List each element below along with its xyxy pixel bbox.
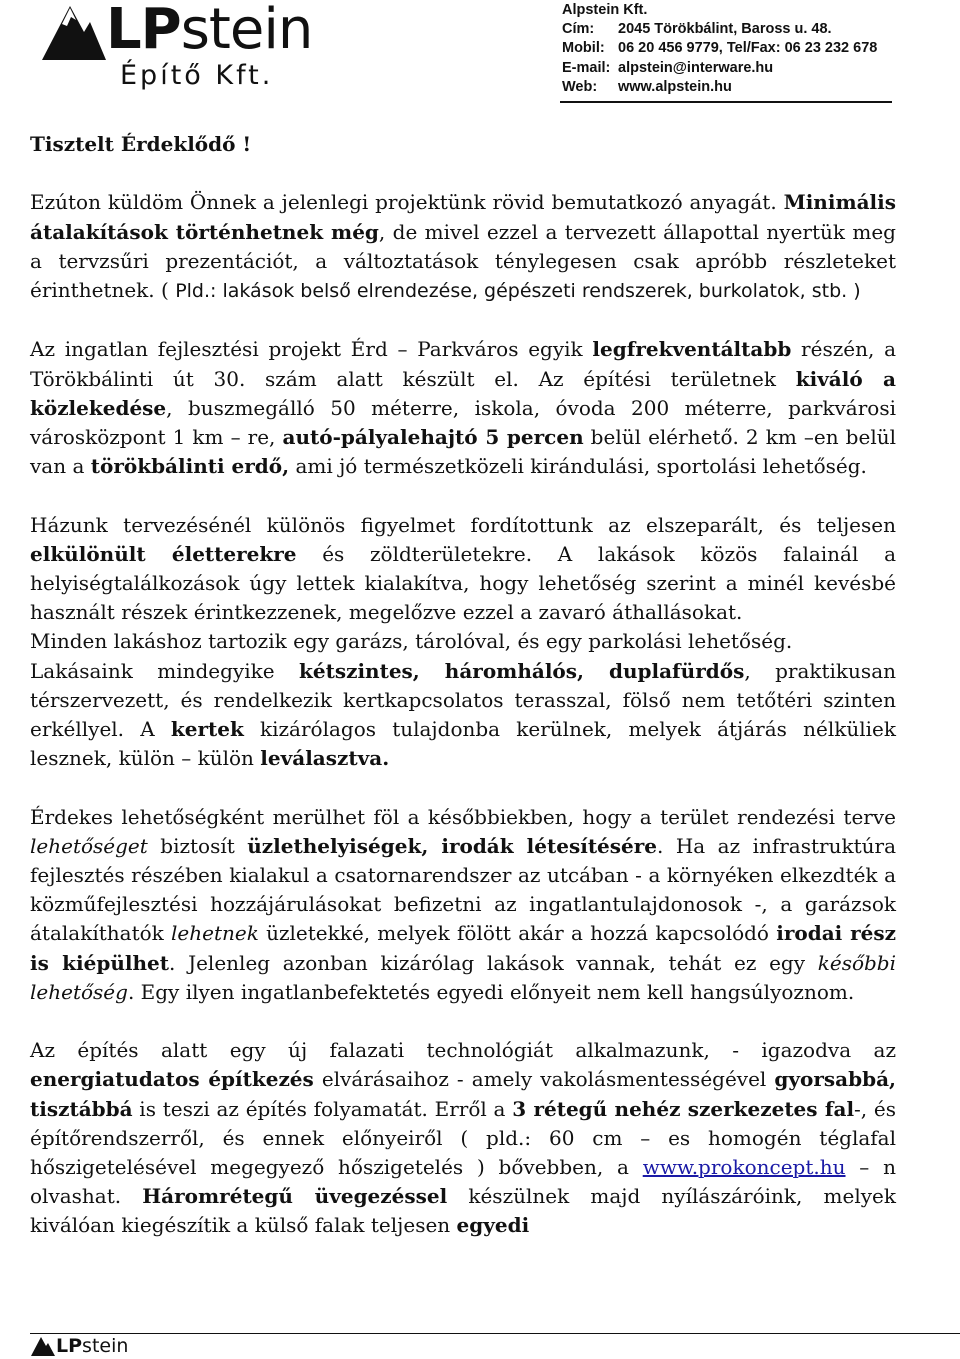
- web-row: [562, 78, 877, 97]
- italic-text: lehetőséget: [30, 833, 148, 858]
- paragraph-intro: [30, 188, 896, 306]
- italic-text: későbbi lehetőség: [30, 950, 896, 1004]
- bold-text: leválasztva.: [260, 746, 390, 771]
- letterhead: [0, 0, 960, 108]
- page-footer: [0, 1328, 960, 1359]
- phone-row: [562, 39, 877, 58]
- bold-text: Minimális átalakítások történhetnek még: [30, 190, 897, 244]
- web-label: Web:: [562, 78, 598, 95]
- text: belül elérhető. 2 km –en belül van a: [30, 425, 896, 479]
- bold-text: törökbálinti erdő,: [90, 454, 290, 479]
- logo-stein: stein: [180, 0, 313, 62]
- footer-wordmark: [56, 1335, 128, 1357]
- text: elvárásaihoz - amely vakolásmentességével: [313, 1067, 775, 1092]
- contact-block: [562, 1, 877, 97]
- bold-text: 3 rétegű nehéz szerkezetes fal: [512, 1096, 855, 1121]
- company-logo: [40, 2, 340, 98]
- text: Érdekes lehetőségként merülhet föl a későbbiekben, hogy a terület rendezési terve: [30, 804, 896, 829]
- text: , de mivel ezzel a tervezett állapottal nyertük meg a tervzsűri prezentációt, a változtatások ténylegesen csak apróbb részleteket érinthetnek. (: [30, 219, 896, 302]
- text: Ezúton küldöm Önnek a jelenlegi projektünk rövid bemutatkozó anyagát.: [30, 190, 777, 215]
- paragraph-design: [30, 511, 896, 628]
- bold-text: Háromrétegű üvegezéssel: [142, 1184, 448, 1209]
- address-label: Cím:: [562, 21, 595, 38]
- text: -, és építőrendszerről, és ennek előnyeiről ( pld.: 60 cm – es homogén téglafal hőszigetelésével megegyező hőszigetelés ) bővebben, a: [30, 1096, 896, 1180]
- text: Házunk tervezésénél különös figyelmet fordítottunk az elszeparált, és teljesen: [30, 512, 896, 537]
- bold-text: egyedi: [456, 1213, 530, 1238]
- text: részén, a Törökbálinti út 30. szám alatt készült el. Az építési területnek: [30, 337, 896, 391]
- text: Az ingatlan fejlesztési projekt Érd – Parkváros egyik: [30, 337, 593, 362]
- bold-text: legfrekventáltabb: [592, 337, 792, 362]
- prokoncept-link[interactable]: www.prokoncept.hu: [642, 1155, 846, 1180]
- footer-mountain-icon: [30, 1335, 58, 1357]
- text: . Egy ilyen ingatlanbefektetés egyedi előnyeit nem kell hangsúlyoznom.: [127, 979, 855, 1004]
- phone-label: Mobil:: [562, 40, 605, 57]
- text: Pld.: lakások belső elrendezése, gépészeti rendszerek, burkolatok, stb. ): [175, 280, 861, 302]
- text: és zöldterületekre. A lakások közös falainál a helyiségtalálkozások úgy lettek kialakítva, hogy lehetőség szerint a minél kevésbé használt részek érintkezzenek, megelőzve ezzel a zavaró áthallásokat.: [30, 541, 896, 625]
- bold-text: elkülönült életterekre: [30, 541, 297, 566]
- text: . Jelenleg azonban kizárólag lakások vannak, tehát ez egy: [169, 950, 818, 975]
- text: biztosít: [147, 833, 248, 858]
- email-row: [562, 59, 877, 78]
- text: , buszmegálló 50 méterre, iskola, óvoda 200 méterre, parkvárosi városközpont 1 km – re,: [30, 395, 896, 449]
- italic-text: lehetnek: [171, 921, 259, 946]
- paragraph-garage: Minden lakáshoz tartozik egy garázs, tárolóval, és egy parkolási lehetőség.: [30, 629, 793, 654]
- text: – n olvashat.: [30, 1155, 896, 1209]
- email-value[interactable]: alpstein@interware.hu: [618, 59, 774, 76]
- web-value[interactable]: www.alpstein.hu: [618, 78, 732, 95]
- text: készülnek majd nyílászáróink, melyek kiválóan kiegészítik a külső falak teljesen: [30, 1184, 896, 1238]
- bold-text: kiváló a közlekedése: [30, 366, 896, 420]
- footer-divider: [30, 1333, 960, 1334]
- text: Az építés alatt egy új falazati technológiát alkalmazunk, - igazodva az: [30, 1038, 896, 1063]
- paragraph-apartments: [30, 657, 896, 774]
- logo-subtitle: Építő Kft.: [120, 60, 274, 91]
- text: Lakásaink mindegyike: [30, 658, 299, 683]
- text: . Ha az infrastruktúra fejlesztés részében kialakul a csatornarendszer az utcában - a környéken elkezdték a közműfejlesztési hozzájárulásokat befizetni az ingatlantulajdonosok -, a garázsok átalakíthatók: [30, 833, 896, 946]
- bold-text: irodai rész is kiépülhet: [30, 921, 896, 975]
- letter-body: [30, 130, 896, 1241]
- email-label: E-mail:: [562, 59, 611, 76]
- text: üzletekké, melyek fölött akár a hozzá kapcsolódó: [258, 921, 777, 946]
- text: ami jó természetközeli kirándulási, sportolási lehetőség.: [289, 454, 867, 479]
- greeting: Tisztelt Érdeklődő !: [30, 132, 252, 156]
- text: is teszi az építés folyamatát. Erről a: [132, 1096, 513, 1121]
- bold-text: üzlethelyiségek, irodák létesítésére: [247, 833, 658, 858]
- paragraph-future: [30, 803, 896, 1007]
- logo-lp: LP: [106, 0, 181, 62]
- bold-text: kétszintes, háromhálós, duplafürdős: [299, 658, 745, 683]
- paragraph-technology: [30, 1036, 896, 1240]
- paragraph-location: [30, 335, 896, 481]
- phone-value: 06 20 456 9779, Tel/Fax: 06 23 232 678: [618, 40, 878, 57]
- bold-text: kertek: [170, 717, 244, 742]
- bold-text: gyorsabbá, tisztábbá: [30, 1067, 896, 1121]
- text: , praktikusan térszervezett, és rendelkezik kertkapcsolatos terasszal, fölső nem tetőtéri szinten erkéllyel. A: [30, 658, 897, 742]
- address-row: [562, 20, 877, 39]
- address-value: 2045 Törökbálint, Baross u. 48.: [618, 21, 832, 38]
- bold-text: energiatudatos építkezés: [30, 1067, 314, 1092]
- footer-stein: stein: [82, 1335, 129, 1357]
- text: kizárólagos tulajdonba kerülnek, melyek átjárás nélküliek lesznek, külön – külön: [30, 717, 896, 771]
- header-divider: [560, 101, 892, 103]
- footer-logo: [30, 1335, 130, 1357]
- bold-text: autó-pályalehajtó 5 percen: [282, 425, 584, 449]
- footer-lp: LP: [56, 1335, 83, 1357]
- company-name: Alpstein Kft.: [562, 2, 648, 18]
- logo-wordmark: [106, 0, 312, 60]
